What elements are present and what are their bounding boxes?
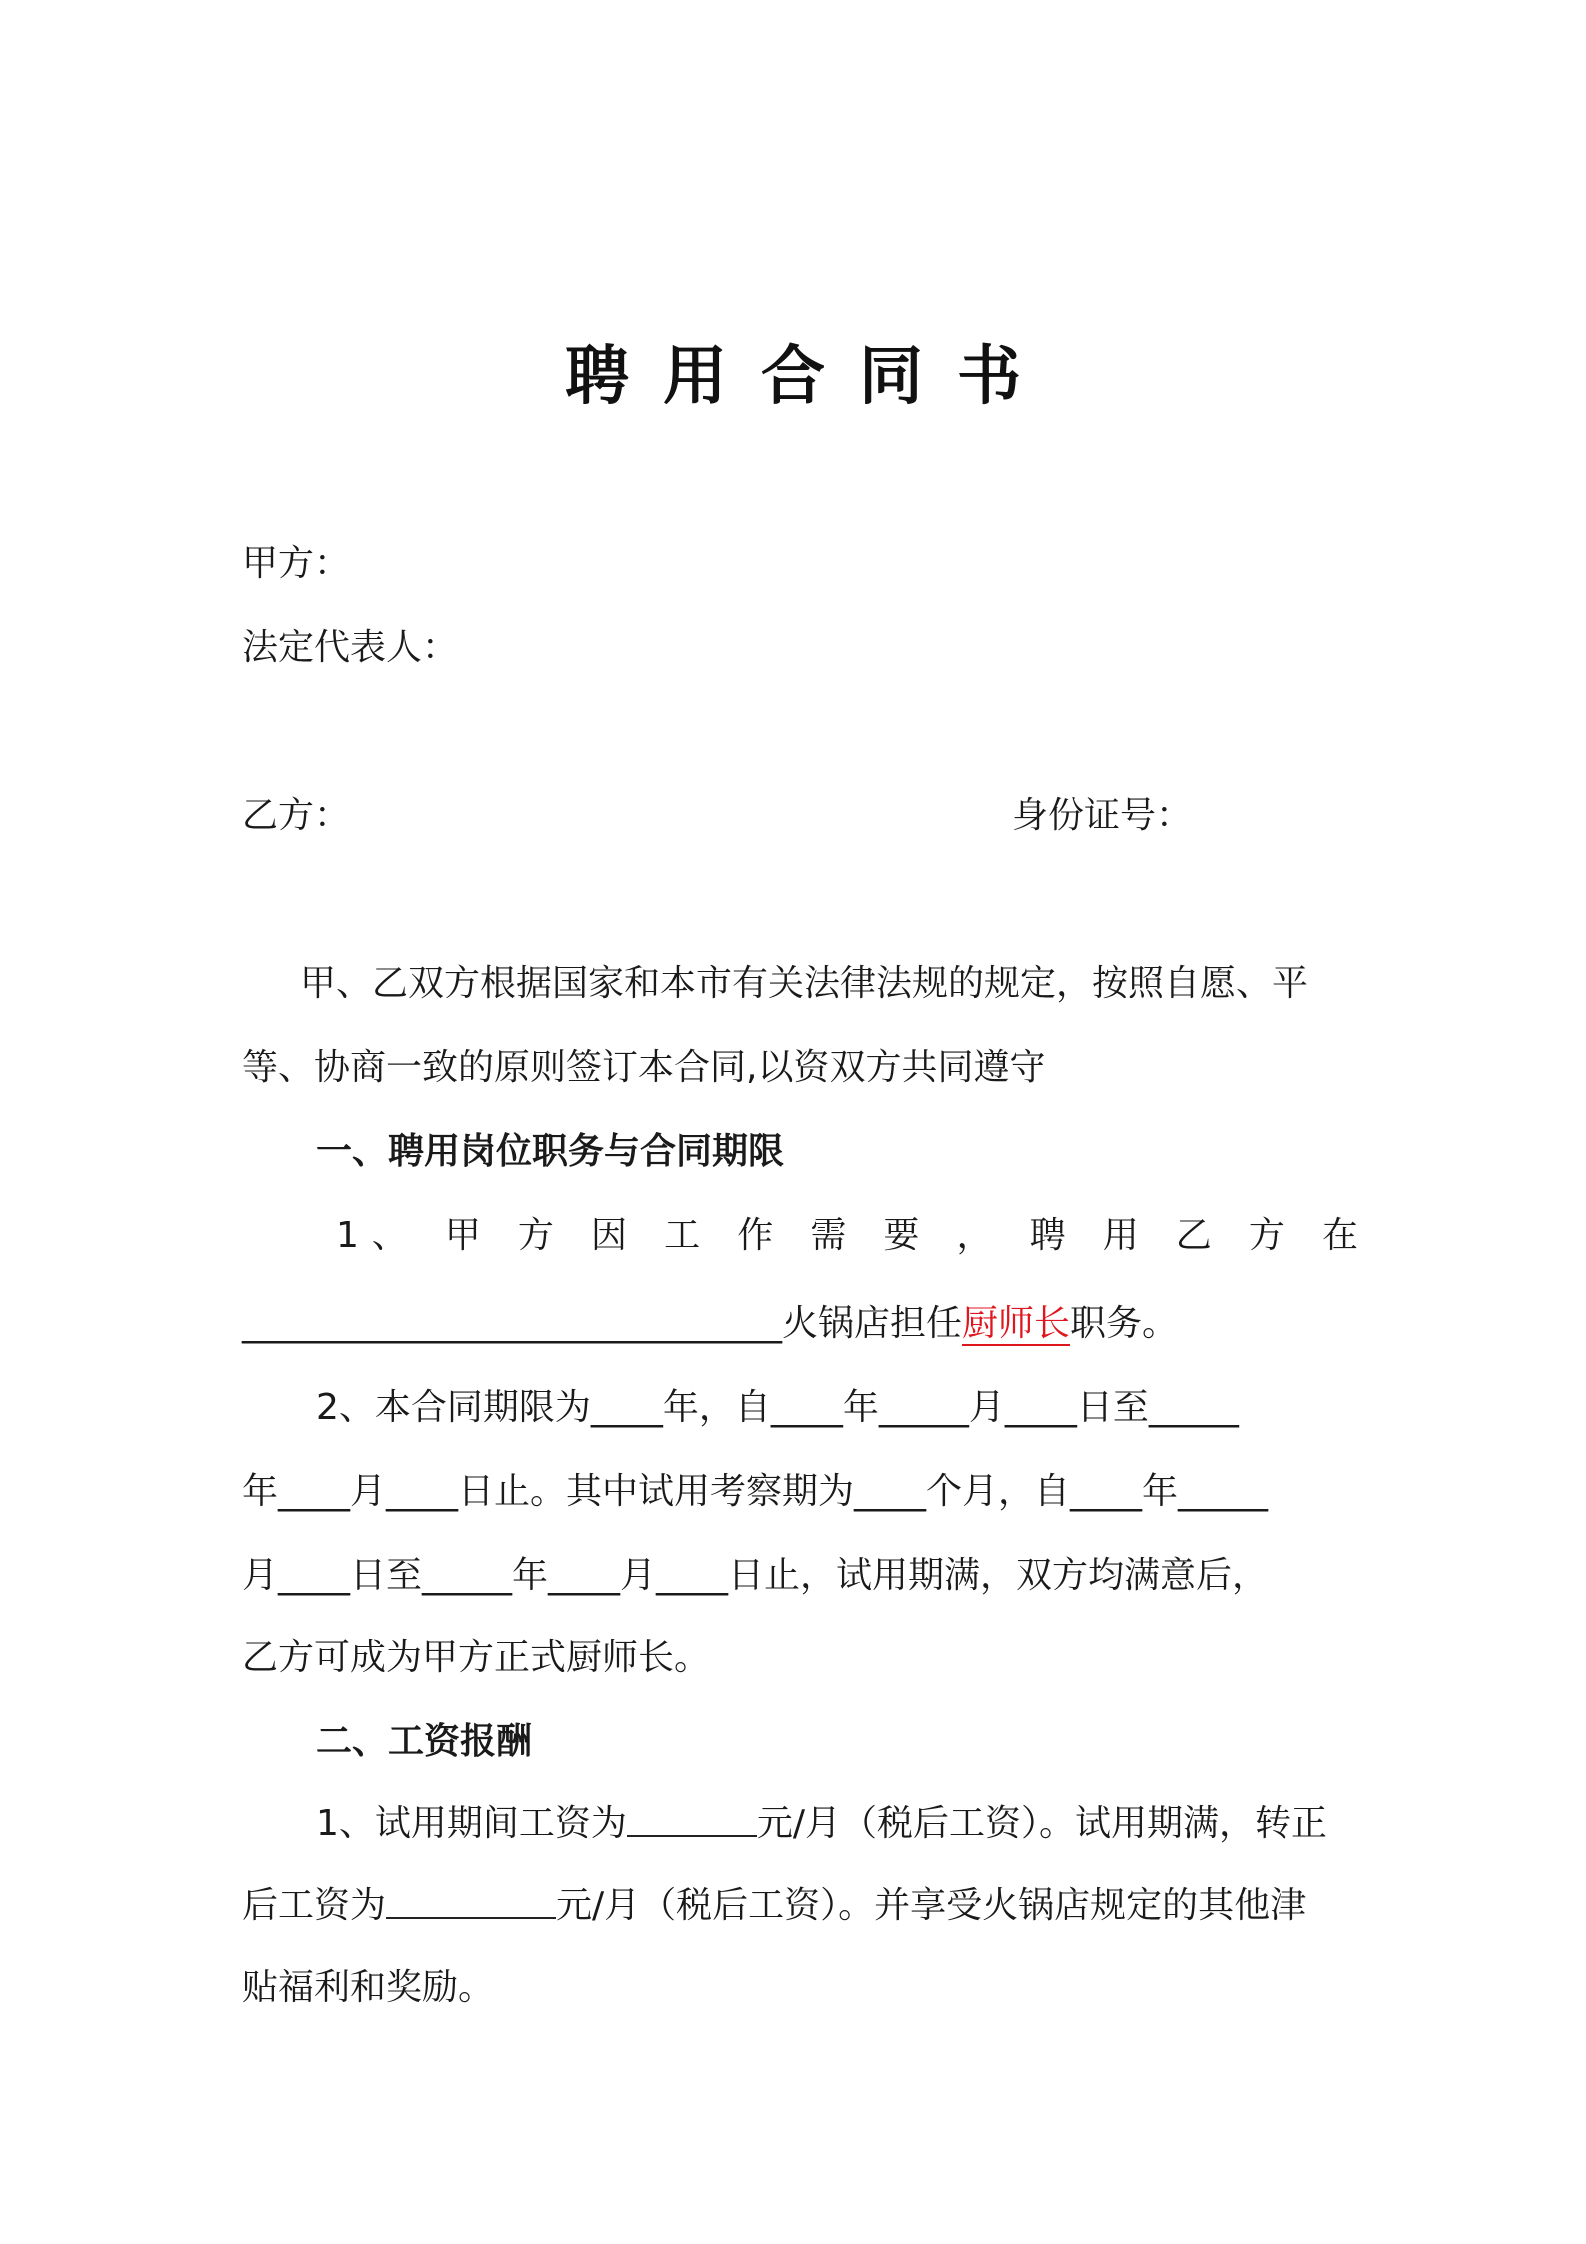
id-number-label: 身份证号： [1012, 795, 1193, 836]
section-1-item-1-line-2 [242, 1300, 1358, 1348]
section-2-heading: 二、工资报酬 [316, 1721, 533, 1762]
party-a-label: 甲方： [242, 543, 351, 584]
probation-salary-suffix: 元/月（税后工资）。试用期满，转正 [756, 1803, 1328, 1844]
position-suffix: 职务。 [1070, 1303, 1179, 1344]
section-1-item-2-line-4: 乙方可成为甲方正式厨师长。 [242, 1637, 711, 1678]
document-title: 聘用合同书 [565, 340, 1055, 414]
section-1-item-1-line-1: 1、 甲 方 因 工 作 需 要 ， 聘 用 乙 方 在 [336, 1215, 1358, 1256]
section-2-item-1-line-2 [242, 1882, 1358, 1930]
section-1-heading: 一、聘用岗位职务与合同期限 [316, 1131, 785, 1172]
regular-salary-blank [386, 1883, 556, 1919]
intro-line-1: 甲、乙双方根据国家和本市有关法律法规的规定，按照自愿、平 [300, 963, 1309, 1004]
section-1-item-2-line-1: 2、本合同期限为____年，自____年_____月____日至_____ [316, 1387, 1239, 1428]
legal-representative-label: 法定代表人： [242, 627, 459, 668]
regular-salary-suffix: 元/月（税后工资）。并享受火锅店规定的其他津 [556, 1885, 1307, 1926]
section-2-item-1-line-1 [316, 1800, 1358, 1848]
position-title: 厨师长 [962, 1303, 1071, 1344]
intro-line-2: 等、协商一致的原则签订本合同,以资双方共同遵守 [242, 1047, 1046, 1088]
section-2-item-1-line-3: 贴福利和奖励。 [242, 1967, 495, 2008]
workplace-blank: ______________________________ [242, 1303, 782, 1344]
regular-salary-label: 后工资为 [242, 1885, 387, 1926]
probation-salary-label: 1、试用期间工资为 [316, 1803, 627, 1844]
probation-salary-blank [627, 1801, 757, 1837]
party-b-label: 乙方： [242, 795, 351, 836]
party-b-row [242, 792, 1358, 840]
workplace-suffix: 火锅店担任 [782, 1303, 963, 1344]
section-1-item-2-line-2: 年____月____日止。其中试用考察期为____个月，自____年_____ [242, 1471, 1269, 1512]
section-1-item-2-line-3: 月____日至_____年____月____日止，试用期满，双方均满意后， [242, 1555, 1269, 1596]
